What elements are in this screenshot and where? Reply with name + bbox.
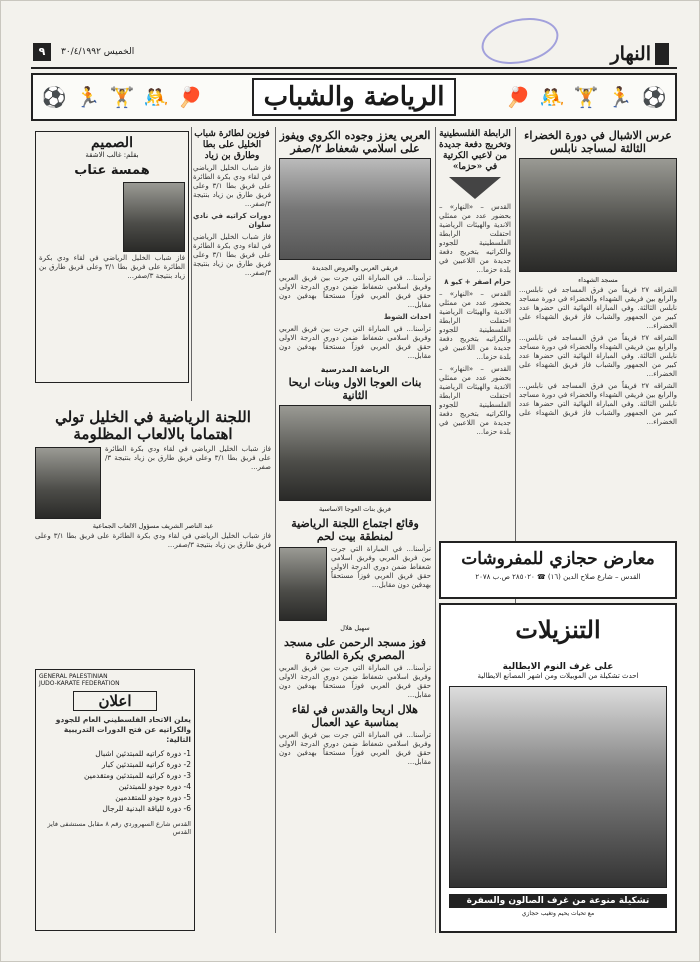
photo-football-teams [279,158,431,260]
announcement-items [39,748,191,814]
column-4 [193,127,271,401]
furniture-photo [449,686,667,888]
announcement-item: 5- دورة جودو للمتقدمين [115,793,191,802]
photo-portrait [279,547,327,621]
photo-caption: مسجد الشهداء [578,276,618,284]
column-title: همسة عتاب [74,163,150,178]
sale-line-2: احدث تشكيلة من الموبيلات ومن اشهر المصانع الايطالية [477,672,639,680]
column-rule [275,127,276,933]
column-name: الصميم [91,135,133,151]
article-body-cont: ترأسنا... في المباراة التي جرت بين فريق العربي وفريق اسلامي شعفاط ضمن دوري الدرجة الاولى حقق فريق العربي فوزاً مستحقاً بهدفين دون مقابل... [279,664,431,699]
section-banner [31,73,677,121]
page-number: ٩ [33,43,51,61]
football-icon: ⚽ [641,85,667,109]
photo-caption: عبد الناصر الشريف مسؤول الالعاب الجماعية [92,522,214,530]
announcement-item: 1- دورة كراتيه للمبتدئين اشبال [95,749,191,758]
announcement-item: 3- دورة كراتيه للمبتدئين ومتقدمين [84,771,191,780]
article-body-cont: القدس – «النهار» – بحضور عدد من ممثلي الاندية والهيئات الرياضية احتفلت الرابطة الفلسطينية للجودو والكراتيه بتخريج دفعة جديدة من اللاعبين في بلدة حزما... [439,365,511,436]
column-body: فاز شباب الخليل الرياضي في لقاء ودي بكرة الطائرة على فريق بطا ٣/١ وعلى فريق طارق بن زياد بنتيجة ٣/صفر... [39,254,185,280]
subheading: دورات كراتيه في نادي سلوان [193,212,271,229]
headline-bethlehem: وقائع اجتماع اللجنة الرياضية لمنطقة بيت لحم [291,517,419,543]
football-icon: ⚽ [41,85,67,109]
photo-caption: فريقي العربي والعروض الجديدة [312,264,398,272]
article-body-cont: ترأسنا... في المباراة التي جرت بين فريق العربي وفريق اسلامي شعفاط ضمن دوري الدرجة الاولى حقق فريق العربي فوزاً مستحقاً بهدفين دون مقابل... [279,325,431,360]
headline-hebron-committee: اللجنة الرياضية في الخليل تولي اهتماما بالالعاب المظلومة [55,408,251,443]
subheading: حزام اصفر + كيو ٨ [444,278,511,286]
hebron-committee-article [35,407,271,585]
announcement-title: اعلان [73,691,157,711]
gallery-address: القدس – شارع صلاح الدين (١٦) ☎ ٢٨٥٠٢٠ ص.ب ٢٠٧٨ [475,573,641,581]
article-body: فاز شباب الخليل الرياضي في لقاء ودي بكرة الطائرة على فريق بطا ٣/١ وعلى فريق طارق بن زياد بنتيجة ٣/صفر... [105,445,271,471]
newspaper-logo: النهار [610,43,669,65]
headline-arabi: العربي يعزز وجوده الكروي ويفوز على اسلامي شعفاط ٢/صفر [279,129,431,155]
article-body-cont: فاز شباب الخليل الرياضي في لقاء ودي بكرة الطائرة على فريق بطا ٣/١ وعلى فريق طارق بن زياد بنتيجة ٣/صفر... [35,532,271,549]
article-body: الشراقه ٢٧ فريقاً من فرق المساجد في نابلس... والرابع بين فريقي الشهداء والخضراء في دورة مساجد نابلس الثالثة. وفي المباراة النهائية التي حضرها عدد كبير من الجمهور والشباب فاز فريق الشهداء على الخضراء... [519,286,677,330]
article-body: القدس – «النهار» – بحضور عدد من ممثلي الاندية والهيئات الرياضية احتفلت الرابطة الفلسطينية للجودو والكراتيه بتخريج دفعة جديدة من اللاعبين في بلدة حزما... [439,203,511,274]
article-body: فاز شباب الخليل الرياضي في لقاء ودي بكرة الطائرة على فريق بطا ٣/١ وعلى فريق طارق بن زياد بنتيجة ٣/صفر... [193,164,271,208]
article-body-cont: القدس – «النهار» – بحضور عدد من ممثلي الاندية والهيئات الرياضية احتفلت الرابطة الفلسطينية للجودو والكراتيه بتخريج دفعة جديدة من اللاعبين في بلدة حزما... [439,290,511,361]
weightlifter-icon: 🏋 [109,85,135,109]
announcement-item: 6- دورة للياقة البدنية للرجال [102,804,191,813]
sale-title: التنزيلات [515,615,601,644]
column-3 [279,127,431,933]
issue-date: الخميس ٣٠/٤/١٩٩٢ [61,47,135,57]
photo-caption: فريق بنات العوجا الاساسية [318,505,392,513]
subheading: احداث الشوط [383,313,431,321]
announcement-body: يعلن الاتحاد الفلسطيني العام للجودو والكراتيه عن فتح الدورات التدريبية التالية: [55,715,191,744]
federation-name-en [39,673,191,687]
org-line-1: GENERAL PALESTINIAN [39,673,108,680]
table-tennis-icon: 🏓 [505,85,531,109]
sale-ad [439,603,677,933]
gallery-name: معارض حجازي للمفروشات [461,549,655,569]
article-body-cont: فاز شباب الخليل الرياضي في لقاء ودي بكرة الطائرة على فريق بطا ٣/١ وعلى فريق طارق بن زياد بنتيجة ٣/صفر... [193,233,271,277]
headline-hilal: هلال اريحا والقدس في لقاء بمناسبة عيد العمال [292,703,418,729]
weightlifter-icon: 🏋 [573,85,599,109]
announcement-item: 4- دورة جودو للمبتدئين [118,782,191,791]
wrestler-icon: 🤼 [143,85,169,109]
sale-footer: تشكيلة منوعة من غرف الصالون والسفرة [449,894,667,908]
federation-announcement [35,669,195,931]
photo-team [519,158,677,272]
org-line-2: JUDO-KARATE FEDERATION [39,680,120,687]
announcement-item: 2- دورة كراتيه للمبتدئين كبار [101,760,191,769]
article-body: ترأسنا... في المباراة التي جرت بين فريق العربي وفريق اسلامي شعفاط ضمن دوري الدرجة الاولى حقق فريق العربي فوزاً مستحقاً بهدفين دون مقابل... [279,274,431,309]
wrestler-icon: 🤼 [539,85,565,109]
banner-icons-right [497,85,675,109]
federation-emblem [449,177,501,199]
sale-line-1: على غرف النوم الايطالية [502,662,614,672]
opinion-column-box [35,131,189,383]
sale-sub: مع تحيات يحيم وتغيب حجازي [521,910,595,917]
column-byline: بقلم: غالب الاشقة [85,151,139,159]
photo-caption: سهيل هلال [340,624,370,632]
article-body-cont: الشراقه ٢٧ فريقاً من فرق المساجد في نابلس... والرابع بين فريقي الشهداء والخضراء في دورة مساجد نابلس الثالثة. وفي المباراة النهائية التي حضرها عدد كبير من الجمهور والشباب فاز فريق الشهداء على الخضراء... [519,334,677,378]
banner-icons-left [33,85,211,109]
article-body-cont: ترأسنا... في المباراة التي جرت بين فريق العربي وفريق اسلامي شعفاط ضمن دوري الدرجة الاولى حقق فريق العربي فوزاً مستحقاً بهدفين دون مقابل... [279,731,431,766]
table-tennis-icon: 🏓 [177,85,203,109]
official-photo [35,447,101,519]
runner-icon: 🏃 [607,85,633,109]
headline-hebron-volleyball: فوزين لطائرة شباب الخليل على بطا وطارق بن زياد [194,129,270,161]
kicker-school-sports: الرياضة المدرسية [320,365,390,374]
headline-volleyball: فوز مسجد الرحمن على مسجد المصري بكرة الطائرة [283,636,427,662]
headline-girls-schools: بنات العوجا الاول وبنات اريحا الثانية [288,376,422,402]
photo-girls-team [279,405,431,501]
headline-federation: الرابطة الفلسطينية وتخريج دفعة جديدة من لاعبي الكرتية في «حزما» [439,129,511,172]
column-rule [435,127,436,933]
column-rule [191,127,192,401]
announcement-footer: القدس شارع السهروردي رقم ٨ مقابل مستشفى فايز القدس [47,820,191,836]
furniture-gallery-ad [439,541,677,599]
article-body-cont: الشراقه ٢٧ فريقاً من فرق المساجد في نابلس... والرابع بين فريقي الشهداء والخضراء في دورة مساجد نابلس الثالثة. وفي المباراة النهائية التي حضرها عدد كبير من الجمهور والشباب فاز فريق الشهداء على الخضراء... [519,382,677,426]
runner-icon: 🏃 [75,85,101,109]
article-body: ترأسنا... في المباراة التي جرت بين فريق العربي وفريق اسلامي شعفاط ضمن دوري الدرجة الاولى حقق فريق العربي فوزاً مستحقاً بهدفين دون مقابل... [331,545,431,589]
headline-youth-tournament: عرس الاشبال في دورة الخضراء الثالثة لمساجد نابلس [524,129,672,155]
columnist-photo [123,182,185,252]
section-title: الرياضة والشباب [252,78,457,116]
